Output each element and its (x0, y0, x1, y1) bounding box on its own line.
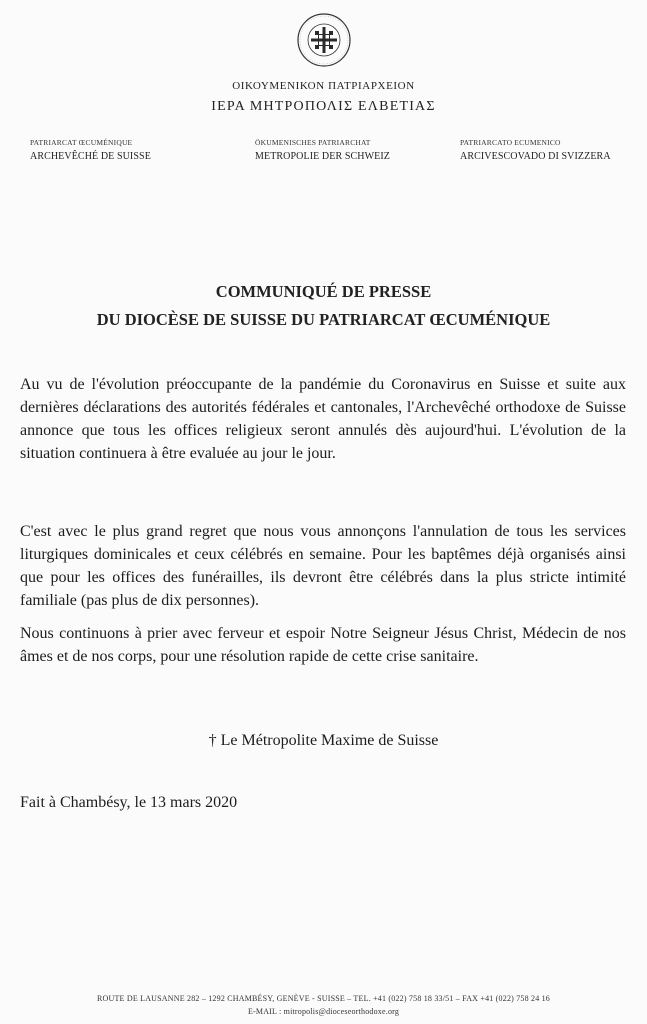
header-column-big: METROPOLIE DER SCHWEIZ (255, 151, 390, 162)
press-release-title: COMMUNIQUÉ DE PRESSE (215, 282, 432, 301)
header-column-small: PATRIARCAT ŒCUMÉNIQUE (30, 138, 133, 147)
header-column-big: ARCIVESCOVADO DI SVIZZERA (460, 151, 611, 162)
body-paragraph-3: Nous continuons à prier avec ferveur et espoir Notre Seigneur Jésus Christ, Médecin de nos âmes et de nos corps, pour une résolution rapide de cette crise sanitaire. (20, 625, 626, 665)
greek-header-line1: ΟΙΚΟΥΜΕΝΙΚΟΝ ΠΑΤΡΙΑΡΧΕΙΟΝ (232, 80, 415, 92)
header-column-italian (460, 138, 611, 162)
header-column-german (255, 138, 390, 162)
footer-address: ROUTE DE LAUSANNE 282 – 1292 CHAMBÉSY, GENÈVE - SUISSE – TEL. +41 (022) 758 18 33/51 – FAX +41 (022) 758 24 16 (96, 994, 551, 1003)
greek-header-line2: ΙΕΡΑ ΜΗΤΡΟΠΟΛΙΣ ΕΛΒΕΤΙΑΣ (211, 99, 436, 114)
press-release-subtitle: DU DIOCÈSE DE SUISSE DU PATRIARCAT ŒCUMÉNIQUE (96, 310, 551, 329)
patriarchate-seal-icon (296, 12, 352, 68)
place-date: Fait à Chambésy, le 13 mars 2020 (20, 794, 238, 811)
signature: † Le Métropolite Maxime de Suisse (208, 732, 439, 749)
header-column-small: ÖKUMENISCHES PATRIARCHAT (255, 138, 371, 147)
footer-email: E-MAIL : mitropolis@dioceseorthodoxe.org (247, 1007, 400, 1016)
header-column-small: PATRIARCATO ECUMENICO (460, 138, 561, 147)
body-paragraph-1: Au vu de l'évolution préoccupante de la pandémie du Coronavirus en Suisse et suite aux dernières déclarations des autorités fédérales et cantonales, l'Archevêché orthodoxe de Suisse annonce que tous les offices religieux seront annulés dès aujourd'hui. L'évolution de la situation continuera à être evaluée au jour le jour. (20, 376, 626, 462)
body-paragraph-2: C'est avec le plus grand regret que nous vous annonçons l'annulation de tous les services liturgiques dominicales et ceux célébrés en semaine. Pour les baptêmes déjà organisés ainsi que pour les offices des funérailles, ils devront être célébrés dans la plus stricte intimité familiale (pas plus de dix personnes). (20, 523, 626, 609)
header-column-big: ARCHEVÊCHÉ DE SUISSE (30, 151, 151, 162)
header-column-french (30, 138, 151, 162)
